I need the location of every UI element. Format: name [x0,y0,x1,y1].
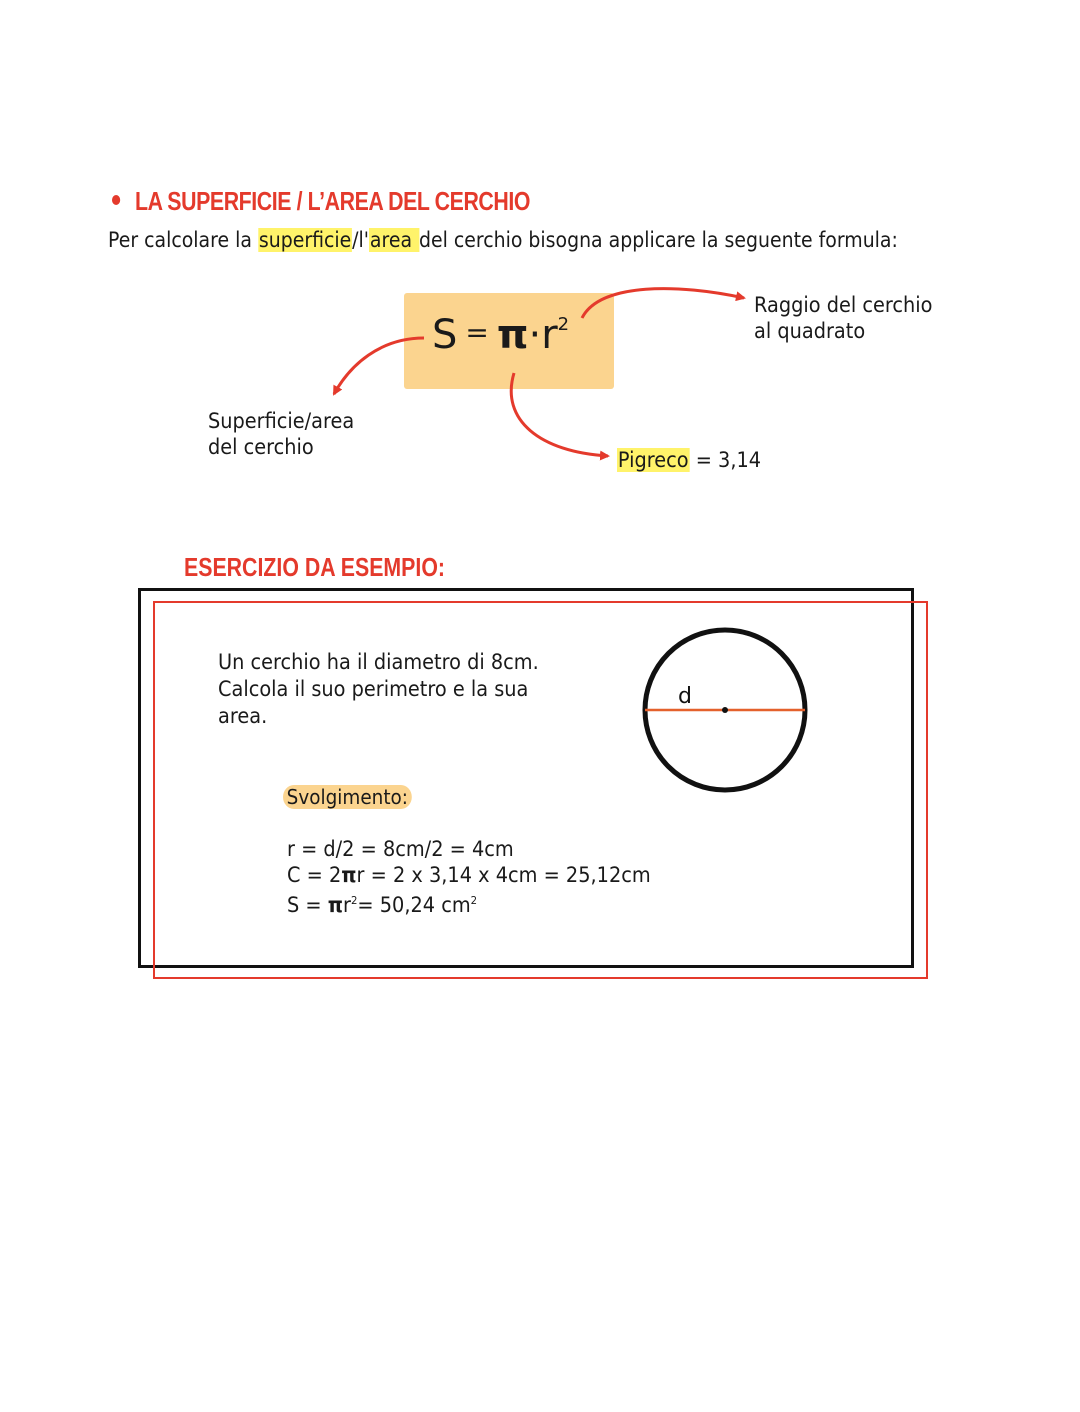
problem-text: Un cerchio ha il diametro di 8cm. Calcola il suo perimetro e la sua area. [218,650,539,728]
arrow-to-superficie [334,338,424,394]
section-title: LA SUPERFICIE / L’AREA DEL CERCHIO [112,186,530,217]
intro-text: Per calcolare la superficie/l'area del cerchio bisogna applicare la seguente formula: [108,228,898,252]
highlight-area: area [369,228,419,252]
highlight-superficie: superficie [258,228,352,252]
area-formula: $S = \pi\cdot r^2$ [432,312,570,358]
step-area: $S = \pi r^2= 50,24$ $cm^2$ [287,893,478,917]
note-superficie: Superficie/area del cerchio [208,409,355,459]
solution-label: Svolgimento: [283,785,412,809]
note-raggio: Raggio del cerchio al quadrato [754,293,933,343]
example-title: ESERCIZIO DA ESEMPIO: [184,552,446,582]
diameter-label: d [678,684,692,709]
highlight-pigreco: Pigreco [617,448,689,472]
arrow-to-raggio [582,289,744,318]
center-dot [722,707,728,713]
step-radius: r = d/2 = 8cm/2 = 4cm [287,837,514,861]
arrow-to-pigreco [511,373,608,456]
step-circumference: C = 2πr = 2 x 3,14 x 4cm = 25,12cm [287,863,651,887]
note-pigreco: Pigreco = 3,14 [617,448,762,472]
